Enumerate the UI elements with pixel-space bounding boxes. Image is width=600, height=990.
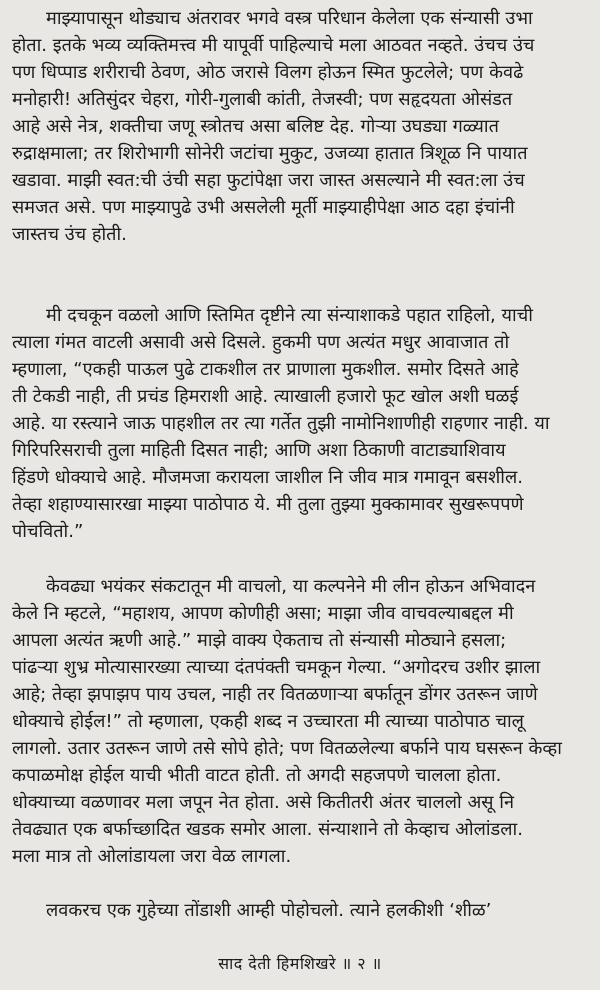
text-line: आहे असे नेत्र, शक्तीचा जणू स्त्रोतच असा बलिष्ट देह. गोऱ्या उघड्या गळ्यात: [12, 116, 499, 137]
text-line: हिंडणे धोक्याचे आहे. मौजमजा करायला जाशील नि जीव मात्र गमावून बसशील.: [12, 467, 524, 488]
text-line: खडावा. माझी स्वत:ची उंची सहा फुटांपेक्षा जरा जास्त असल्याने मी स्वत:ला उंच: [12, 170, 525, 191]
text-line: माझ्यापासून थोड्याच अंतरावर भगवे वस्त्र परिधान केलेला एक संन्यासी उभा: [46, 8, 533, 29]
text-line: म्हणाला, “एकही पाऊल पुढे टाकशील तर प्राणाला मुकशील. समोर दिसते आहे: [12, 359, 519, 380]
paragraph: [12, 302, 596, 545]
text-line: जास्तच उंच होती.: [12, 224, 127, 245]
text-line: मला मात्र तो ओलांडायला जरा वेळ लागला.: [12, 846, 292, 867]
text-line: तेव्हा शहाण्यासारखा माझ्या पाठोपाठ ये. मी तुला तुझ्या मुक्कामावर सुखरूपपणे: [12, 494, 524, 515]
paragraph: [12, 573, 596, 870]
text-line: लागलो. उतार उतरून जाणे तसे सोपे होते; पण वितळलेल्या बर्फाने पाय घसरून केव्हा: [12, 738, 562, 759]
text-line: मनोहारी! अतिसुंदर चेहरा, गोरी-गुलाबी कांती, तेजस्वी; पण सहृदयता ओसंडत: [12, 89, 513, 110]
paragraph: [12, 5, 596, 248]
text-line: समजत असे. पण माझ्यापुढे उभी असलेली मूर्ती माझ्याहीपेक्षा आठ दहा इंचांनी: [12, 197, 515, 218]
text-line: आहे. या रस्त्याने जाऊ पाहशील तर त्या गर्तेत तुझी नामोनिशाणीही राहणार नाही. या: [12, 413, 550, 434]
text-line: ती टेकडी नाही, ती प्रचंड हिमराशी आहे. त्याखाली हजारो फूट खोल अशी घळई: [12, 386, 519, 407]
text-line: धोक्याचे होईल!” तो म्हणाला, एकही शब्द न उच्चारता मी त्याच्या पाठोपाठ चालू: [12, 711, 524, 732]
text-line: मी दचकून वळलो आणि स्तिमित दृष्टीने त्या संन्याशाकडे पहात राहिलो, याची: [46, 305, 533, 326]
text-line: केले नि म्हटले, “महाशय, आपण कोणीही असा; माझा जीव वाचवल्याबद्दल मी: [12, 603, 514, 624]
text-line: पांढऱ्या शुभ्र मोत्यासारख्या त्याच्या दंतपंक्ती चमकून गेल्या. “अगोदरच उशीर झाला: [12, 657, 541, 678]
text-line: आपला अत्यंत ऋणी आहे.” माझे वाक्य ऐकताच तो संन्यासी मोठ्याने हसला;: [12, 630, 507, 651]
paragraph: [12, 897, 596, 924]
page-footer: साद देती हिमशिखरे ॥ २ ॥: [218, 954, 382, 973]
text-line: धोक्याच्या वळणावर मला जपून नेत होता. असे कितीतरी अंतर चाललो असू नि: [12, 792, 515, 813]
text-line: त्याला गंमत वाटली असावी असे दिसले. हुकमी पण अत्यंत मधुर आवाजात तो: [12, 332, 510, 353]
text-line: केवढ्या भयंकर संकटातून मी वाचलो, या कल्पनेने मी लीन होऊन अभिवादन: [46, 576, 536, 597]
text-line: लवकरच एक गुहेच्या तोंडाशी आम्ही पोहोचलो. त्याने हलकीशी ‘शीळ’: [46, 900, 492, 921]
text-line: तेवढ्यात एक बर्फाच्छादित खडक समोर आला. संन्याशाने तो केव्हाच ओलांडला.: [12, 819, 523, 840]
text-line: गिरिपरिसराची तुला माहिती दिसत नाही; आणि अशा ठिकाणी वाटाड्याशिवाय: [12, 440, 506, 461]
text-line: कपाळमोक्ष होईल याची भीती वाटत होती. तो अगदी सहजपणे चालला होता.: [12, 765, 502, 786]
text-line: पण धिप्पाड शरीराची ठेवण, ओठ जरासे विलग होऊन स्मित फुटलेले; पण केवढे: [12, 62, 524, 83]
text-line: आहे; तेव्हा झपाझप पाय उचल, नाही तर वितळणाऱ्या बर्फातून डोंगर उतरून जाणे: [12, 684, 538, 705]
text-line: पोचवितो.”: [12, 521, 84, 542]
text-line: होता. इतके भव्य व्यक्तिमत्त्व मी यापूर्वी पाहिल्याचे मला आठवत नव्हते. उंचच उंच: [12, 35, 535, 56]
text-line: रुद्राक्षमाला; तर शिरोभागी सोनेरी जटांचा मुकुट, उजव्या हातात त्रिशूळ नि पायात: [12, 143, 528, 164]
